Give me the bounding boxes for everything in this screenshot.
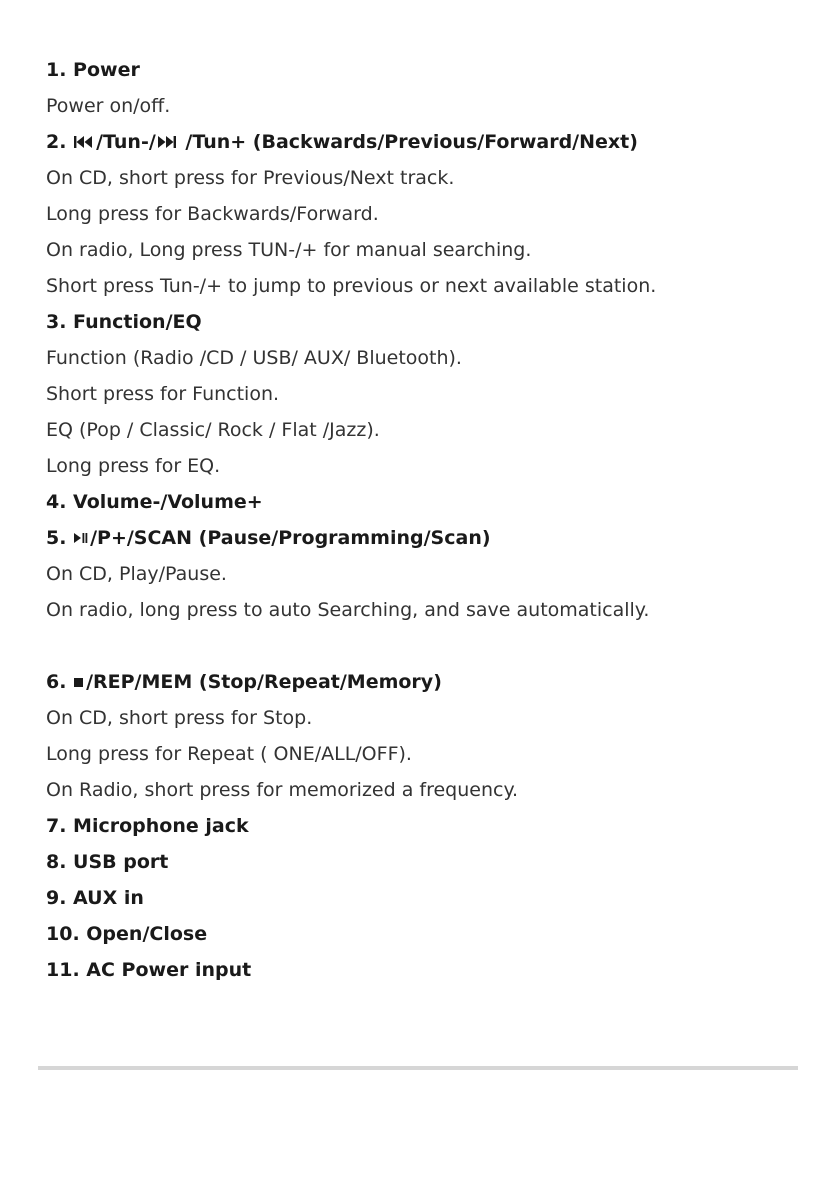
section-function-text-1: Function (Radio /CD / USB/ AUX/ Bluetooth). — [46, 347, 462, 369]
manual-page — [46, 52, 816, 988]
section-stop-text-1: On CD, short press for Stop. — [46, 707, 313, 729]
section-play-text-1: On CD, Play/Pause. — [46, 563, 227, 585]
section-function-text-3: EQ (Pop / Classic/ Rock / Flat /Jazz). — [46, 419, 380, 441]
section-stop-title: /REP/MEM (Stop/Repeat/Memory) — [86, 671, 442, 693]
section-tuning-text-3: On radio, Long press TUN-/+ for manual searching. — [46, 239, 532, 261]
section-stop-heading — [46, 664, 816, 700]
skip-forward-icon — [156, 125, 178, 161]
section-tuning-text-4: Short press Tun-/+ to jump to previous or next available station. — [46, 275, 657, 297]
section-power-heading: 1. Power — [46, 59, 140, 81]
section-play-title: /P+/SCAN (Pause/Programming/Scan) — [90, 527, 491, 549]
section-power-text: Power on/off. — [46, 95, 171, 117]
section-stop-number: 6. — [46, 671, 67, 693]
section-tuning-mid: /Tun-/ — [96, 131, 156, 153]
section-function-text-2: Short press for Function. — [46, 383, 280, 405]
section-play-number: 5. — [46, 527, 67, 549]
footer-divider — [38, 1066, 798, 1070]
stop-icon — [73, 665, 85, 701]
skip-back-icon — [73, 125, 95, 161]
section-ac-power-heading: 11. AC Power input — [46, 959, 252, 981]
section-tuning-number: 2. — [46, 131, 67, 153]
section-microphone-heading: 7. Microphone jack — [46, 815, 249, 837]
section-play-heading — [46, 520, 816, 556]
section-play-text-2: On radio, long press to auto Searching, and save automatically. — [46, 599, 650, 621]
section-tuning-title: /Tun+ (Backwards/Previous/Forward/Next) — [185, 131, 638, 153]
play-pause-icon — [73, 521, 89, 557]
section-open-close-heading: 10. Open/Close — [46, 923, 208, 945]
section-volume-heading: 4. Volume-/Volume+ — [46, 491, 263, 513]
section-tuning-heading — [46, 124, 816, 160]
spacer — [46, 628, 816, 664]
section-stop-text-2: Long press for Repeat ( ONE/ALL/OFF). — [46, 743, 412, 765]
section-tuning-text-1: On CD, short press for Previous/Next track. — [46, 167, 455, 189]
section-tuning-text-2: Long press for Backwards/Forward. — [46, 203, 379, 225]
section-usb-heading: 8. USB port — [46, 851, 169, 873]
section-function-heading: 3. Function/EQ — [46, 311, 202, 333]
section-aux-heading: 9. AUX in — [46, 887, 144, 909]
section-function-text-4: Long press for EQ. — [46, 455, 221, 477]
section-stop-text-3: On Radio, short press for memorized a frequency. — [46, 779, 519, 801]
